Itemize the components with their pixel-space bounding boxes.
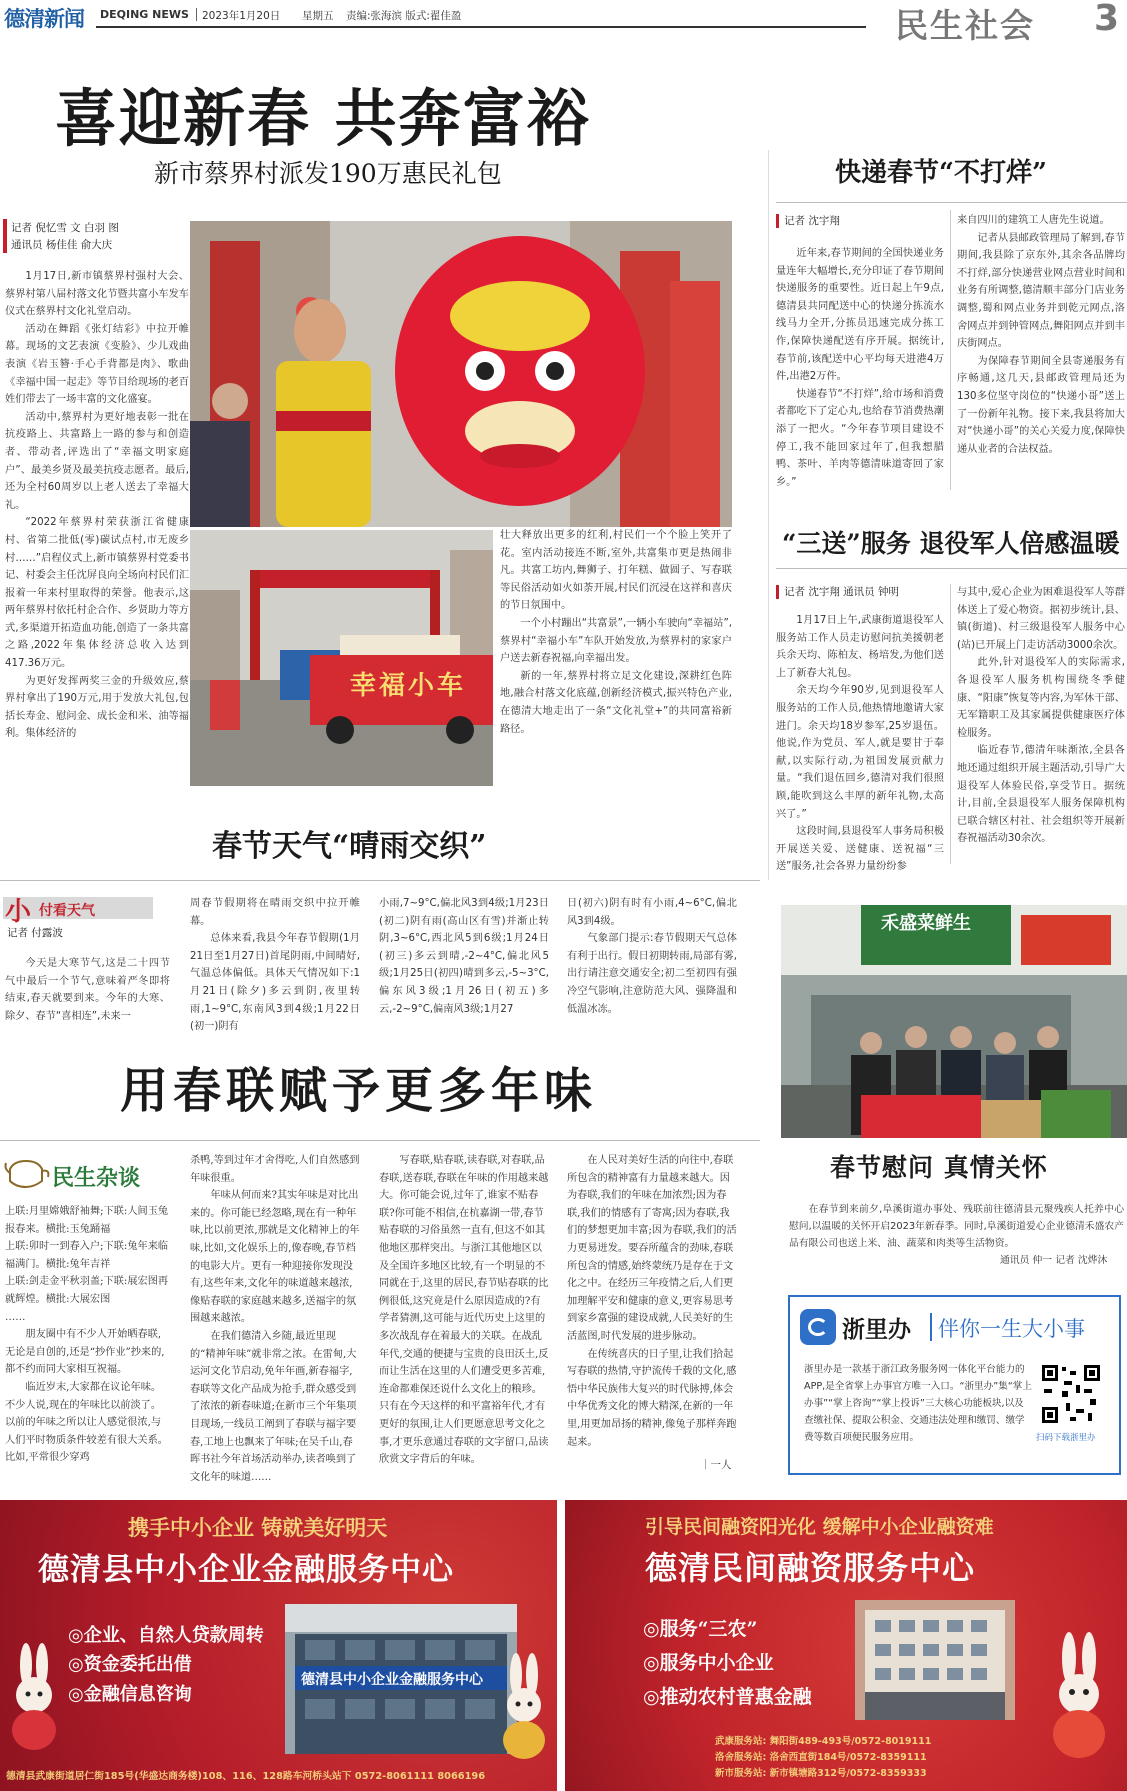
paragraph: 上联:月里嫦娥舒袖舞;下联:人间玉兔报春来。横批:玉兔踊福 [5, 1206, 169, 1235]
paragraph: 周春节假期将在晴雨交织中拉开帷幕。 [190, 898, 360, 927]
ad-left-building-photo [285, 1604, 517, 1754]
store-sign-text: 禾盛菜鲜生 [881, 913, 971, 934]
ad-left-item-2: ◎资金委托出借 [68, 1654, 192, 1675]
rabbit-icon [1045, 1630, 1115, 1760]
ad-right-slogan: 引导民间融资阳光化 缓解中小企业融资难 [645, 1516, 994, 1538]
paragraph: 杀鸭,等到过年才舍得吃,人们自然感到年味很重。 [190, 1155, 360, 1184]
ad-right-branch-1: 武康服务站: 舞阳街489-493号/0572-8019111 [715, 1736, 932, 1747]
condolence-credit: 通讯员 仲一 记者 沈烨沐 [1000, 1255, 1108, 1266]
express-title: 快递春节“不打烊” [835, 158, 1047, 188]
lead-photo-lion-dance [190, 221, 732, 527]
couplets-col2 [190, 1152, 360, 1483]
lead-title: 喜迎新春 共奔富裕 [55, 82, 591, 155]
ad-right-branch-3: 新市服务站: 新市镇塘路312号/0572-8359333 [715, 1768, 927, 1779]
masthead-date: 2023年1月20日 [202, 10, 281, 22]
rabbit-icon [6, 1640, 66, 1750]
veterans-col2: 与其中,爱心企业为困难退役军人等群体送上了爱心物资。据初步统计,县、镇(街道)、村三级退役军人服务中心(站)已开展上门走访活动3000余次。 此外,针对退役军人的实际需求,各退役军人服务机构围绕冬季健康、“阳康”恢复等内容,为军休干部、无军籍职工及其家属提供健康医疗体检服务。 临近春节,德清年味渐浓,全县各地还通过组织开展主题活动,引导广大退役军人体验民俗,享受节日。据统计,目前,全县退役军人服务保障机构已联合辖区村社、社会组织等开展新春祝福活动30余次。 [957, 587, 1125, 845]
ad-left-address: 德清县武康街道居仁街185号(华盛达商务楼)108、116、128路车河桥头站下 0572-8061111 8066196 [6, 1771, 486, 1782]
ad-left-item-3: ◎金融信息咨询 [68, 1684, 192, 1705]
paragraph: 日(初六)阴有时有小雨,4~6°C,偏北风3到4级。 [567, 898, 737, 927]
lead-text-right: 壮大释放出更多的红利,村民们一个个脸上笑开了花。室内活动接连不断,室外,共富集市更是热闹非凡。共富工坊内,舞狮子、打年糕、做圆子、写春联等民俗活动如火如荼开展,村民们沉浸在这祥和喜庆的节日氛围中。 一个小村蹦出“共富景”,一辆小车驶向“幸福站”,蔡界村“幸福小车”车队开始发放,为蔡界村的家家户户送去新春祝福,向幸福出发。 新的一年,蔡界村将立足文化建设,深耕红色阵地,融合村落文化底蕴,创新经济模式,振兴特色产业,在德清大地走出了一条“文化礼堂+”的共同富裕新路径。 [500, 530, 732, 735]
lead-byline-2: 通讯员 杨佳佳 俞大庆 [11, 239, 113, 251]
ad-right-building-photo [855, 1600, 1015, 1720]
ad-left-building-sign: 德清县中小企业金融服务中心 [301, 1672, 483, 1688]
ad-right-item-2: ◎服务中小企业 [643, 1652, 774, 1674]
ad-left-slogan: 携手中小企业 铸就美好明天 [128, 1515, 388, 1540]
ad-right-item-1: ◎服务“三农” [643, 1618, 758, 1640]
weather-title: 春节天气“晴雨交织” [212, 829, 487, 864]
couplets-title: 用春联赋予更多年味 [120, 1063, 598, 1119]
ad-left-name: 德清县中小企业金融服务中心 [38, 1552, 454, 1588]
ad-private-finance [565, 1500, 1127, 1791]
couplets-author: ｜一人 [700, 1459, 732, 1471]
page-number: 3 [1094, 0, 1120, 39]
paragraph: 气象部门提示:春节假期天气总体有利于出行。假日初期转雨,局部有雾,出行请注意交通安全;初二至初四有强冷空气影响,注意防范大风、强降温和低温冰冻。 [567, 933, 737, 1015]
condolence-text: 在春节到来前夕,阜溪街道办事处、残联前往德清县元聚残疾人托养中心慰问,以温暖的关怀开启2023年新春季。同时,阜溪街道爱心企业德清禾盛农产品有限公司也送上米、油、蔬菜和肉类等生活物资。 [789, 1204, 1124, 1249]
bullet-icon: ◎ [643, 1686, 660, 1708]
couplets-col3: 写春联,贴春联,读春联,对春联,品春联,送春联,春联在年味的作用越来越大。你可能会说,过年了,谁家不贴春联?你可能不相信,在杭嘉湖一带,春节贴春联的习俗虽然一直有,但这不如其他地区那样突出。与浙江其他地区以及全国许多地区比较,有一个明显的不同就在于,这里的居民,春节贴春联的比例很低,这究竟是什么原因造成的?有学者猜测,这可能与近代历史上这里的多次战乱存在着最大的关联。在战乱年代,交通的便捷与宝贵的良田沃土,反而让生活在这里的人们遭受更多苦难,连命都难保还说什么文化上的粮珍。只有在今天这样的和平富裕年代,才有更好的氛围,让人们更愿意思考文化之事,才更乐意通过春联的文字留口,品读欣赏文字背后的年味。 [379, 1155, 549, 1466]
condolence-title: 春节慰问 真情关怀 [830, 1153, 1048, 1182]
zheliban-name: 浙里办 [842, 1316, 911, 1343]
paragraph: 总体来看,我县今年春节假期(1月21日至1月27日)首尾阴雨,中间晴好,气温总体偏低。具体天气情况如下:1月21日(除夕)多云到阴,夜里转雨,1~9°C,东南风3到4级;1月22日(初一)阴有 [190, 933, 360, 1033]
paragraph: …… [5, 1311, 26, 1323]
bullet-icon: ◎ [643, 1618, 660, 1640]
author-dash: ｜ [700, 1459, 711, 1471]
rabbit-icon [498, 1650, 554, 1760]
couplets-column-logo [4, 1155, 154, 1195]
bullet-icon: ◎ [68, 1654, 84, 1675]
express-col2: 来自四川的建筑工人唐先生说道。 记者从县邮政管理局了解到,春节期间,我县除了京东外,其余各品牌均不打烊,部分快递营业网点营业时间和业务有所调整,德清顺丰部分门店业务调整,蜀和网点业务并到乾元网点,洛舍网点并到钟管网点,舞阳网点并到丰庆街网点。 为保障春节期间全县寄递服务有序畅通,这几天,县邮政管理局还为130多位坚守岗位的“快递小哥”送上了一份新年礼物。接下来,我县将加大对“快递小哥”的关心关爱力度,保障快递从业者的合法权益。 [957, 215, 1125, 455]
couplets-column-name: 民生杂谈 [52, 1165, 141, 1191]
paragraph: 年味从何而来?其实年味是对比出来的。你可能已经忽略,现在有一种年味,比以前更浓,那就是文化精神上的年味,比如,文化娱乐上的,像春晚,春节档的电影大片。更有一种迎接你发现没有,这些年来,文化年的味道越来越浓,像贴春联的家庭越来越多,送福字的氛围越来越浓。 [190, 1190, 360, 1325]
masthead-logo: 德清新闻 [4, 6, 84, 31]
bullet-icon: ◎ [643, 1652, 660, 1674]
weather-col3: 小雨,7~9°C,偏北风3到4级;1月23日(初二)阴有雨(高山区有雪)并渐止转阴,3~6°C,西北风5到6级;1月24日(初三)多云到晴,-2~4°C,偏北风5级;1月25日(初四)晴到多云,-5~3°C,偏东风3级;1月26日(初五)多云,-2~9°C,偏南风3级;1月27 [379, 898, 549, 1015]
paragraph: 在人民对美好生活的向往中,春联所包含的精神富有力量越来越大。因为春联,我们的年味在加浓烈;因为春联,我们的情感有了寄寓;因为春联,我们的梦想更加丰富;因为春联,我们的活力更易迸发。要吞所蕴含的劲味,春联所包含的情感,始终蒙统乃是存在于文化之中。在经历三年疫情之后,人们更加理解平安和健康的意义,更容易思考到家乡富强的建设成就,人民美好的生活蓝图,时代发展的进步脉动。 [567, 1155, 737, 1342]
express-col1: 近年来,春节期间的全国快递业务量连年大幅增长,充分印证了春节期间快递服务的重要性。近日起上午9点,德清县共同配送中心的快递分拣流水线马力全开,分拣员迅速完成分拣工作,保障快递配送有序开展。据统计,春节前,该配送中心平均每天进港4万件,出港2万件。 快递春节“不打烊”,给市场和消费者都吃下了定心丸,也给春节消费热潮添了一把火。“今年春节项目建设不停工,我不能回家过年了,但我想腊鸭、茶叶、羊肉等德清味道寄回了家乡。” [776, 248, 944, 488]
paragraph: 在传统喜庆的日子里,让我们拾起写春联的热情,守护流传千载的文化,感悟中华民族伟大复兴的时代脉搏,体会中华优秀文化的博大精深,在新的一年里,用更加昂扬的精神,像兔子那样奔跑起来。 [567, 1348, 737, 1448]
couplets-col1 [5, 1203, 170, 1475]
ad-left-item-1: ◎企业、自然人贷款周转 [68, 1625, 264, 1646]
paragraph: 在我们德清入乡随,最近里现的“精神年味”就非常之浓。在雷甸,大运河文化节启动,免年年画,新春福字,春联等文化产品成为抢手,群众感受到了浓浓的新春味道;在新市三个年集项目现场,一线员工阐到了春联与福字要春,工地上也飘来了年味;在吴千山,春晖书社今年首场活动举办,读者唤到了文化年的味道…… [190, 1330, 357, 1483]
bullet-icon: ◎ [68, 1684, 84, 1705]
lead-byline: 记者 倪忆雪 文 白羽 图 [11, 222, 119, 234]
masthead-rule [96, 26, 866, 28]
weather-col1: 今天是大寒节气,这是二十四节气中最后一个节气,意味着严冬即将结束,春天就要到来。今年的大寒、除夕、春节“喜相连”,未来一 [5, 958, 170, 1022]
paragraph: 上联:卯时一到春入户;下联:兔年来临福满门。横批:兔年吉祥 [5, 1241, 169, 1270]
condolence-photo [781, 905, 1127, 1138]
weather-tag [3, 897, 153, 927]
lead-text-left: 1月17日,新市镇蔡界村强村大会、蔡界村第八届村落文化节暨共富小车发车仪式在蔡界村文化礼堂启动。 活动在舞蹈《张灯结彩》中拉开帷幕。现场的文艺表演《变脸》、少儿戏曲表演《岩玉簪·手心手背都是肉》、歌曲《幸福中国一起走》等节目给现场的老百姓们带去了一场丰富的文化盛宴。 活动中,蔡界村为更好地表彰一批在抗疫路上、共富路上一路的参与和创造者、带动者,评选出了“幸福文明家庭户”、最美乡贤及最美抗疫志愿者。最后,还为全村60周岁以上老人送去了幸福大礼。 “2022年蔡界村荣获浙江省健康村、省第二批低(零)碳试点村,市无废乡村……”启程仪式上,新市镇蔡界村党委书记、村委会主任沈屏良向全场向村民们汇报着一年来村里取得的荣誉。他表示,这两年蔡界村依托村企合作、乡贤助力等方式,多渠道开拓造血功能,创造了一条共富之路,2022年集体经济总收入达到417.36万元。 为更好发挥两奖三金的升级效应,蔡界村拿出了190万元,用于发放大礼包,包括长寿金、慰问金、成长金和米、油等福利。集体经济的 [5, 271, 189, 740]
lead-subtitle: 新市蔡界村派发190万惠民礼包 [154, 159, 502, 188]
zheliban-text: 浙里办是一款基于浙江政务服务网一体化平台能力的APP,是全省掌上办事官方唯一入口。“浙里办”集“掌上办事”“掌上咨询”“掌上投诉”三大核心功能板块,以及查缴社保、提取公积金、交通违法处理和缴罚、缴学费等数百项便民服务应用。 [804, 1364, 1032, 1443]
ad-right-item-3: ◎推动农村普惠金融 [643, 1686, 812, 1708]
ad-right-branch-2: 洛舍服务站: 洛舍西直街184号/0572-8359111 [715, 1752, 927, 1763]
ad-right-name: 德清民间融资服务中心 [645, 1549, 976, 1587]
zheliban-ad [788, 1295, 1121, 1475]
masthead [0, 0, 1127, 45]
veterans-title: “三送”服务 退役军人倍感温暖 [782, 529, 1120, 558]
lead-photo-happy-trucks [190, 530, 493, 786]
weather-tag-label: 付看天气 [39, 903, 95, 919]
masthead-editors: 责编:张海滨 版式:翟佳盈 [346, 10, 462, 22]
paragraph: 朋友圈中有不少人开始晒春联,无论是自创的,还是“抄作业”抄来的,都不约而同大家相互祝福。 [5, 1329, 165, 1376]
masthead-weekday: 星期五 [302, 10, 334, 22]
teapot-icon [4, 1155, 50, 1189]
zheliban-logo-icon [800, 1309, 836, 1345]
express-byline: 记者 沈宇翔 [784, 215, 840, 227]
section-title: 民生社会 [895, 6, 1035, 45]
zheliban-slogan: 伴你一生大小事 [938, 1317, 1085, 1341]
weather-col4 [567, 895, 737, 1025]
weather-byline: 记者 付露波 [7, 927, 63, 939]
paragraph: 临近岁末,大家都在议论年味。不少人说,现在的年味比以前淡了。以前的年味之所以让人感觉很浓,与人们平时物质条件较差有很大关系。比如,平常很少穿鸡 [5, 1381, 168, 1464]
weather-col2 [190, 895, 360, 1033]
couplets-col4 [567, 1152, 737, 1457]
ad-sme-finance [0, 1500, 557, 1791]
veterans-byline: 记者 沈宇翔 通讯员 钟明 [784, 586, 900, 598]
truck-banner-text: 幸福小车 [350, 671, 467, 701]
paragraph: 上联:剑走金平秋羽盖;下联:展宏图再就辉煌。横批:大展宏图 [5, 1276, 169, 1305]
veterans-col1: 1月17日上午,武康街道退役军人服务站工作人员走访慰问抗美援朝老兵余天均、陈柏友、杨培发,为他们送上了新春大礼包。 余天均今年90岁,见到退役军人服务站的工作人员,他热情地邀请大家进门。余天均18岁参军,25岁退伍。他说,作为党员、军人,就是要甘于奉献,以实际行动,为祖国发展贡献力量。“我们退伍回乡,德清对我们很照顾,能吹到这么丰厚的新年礼物,太高兴了。” 这段时间,县退役军人事务局积极开展送关爱、送健康、送祝福“三送”服务,社会各界力量纷纷参 [776, 615, 944, 873]
zheliban-qr-code [1040, 1363, 1102, 1425]
weather-tag-char: 小 [5, 897, 32, 927]
bullet-icon: ◎ [68, 1625, 84, 1646]
zheliban-qr-caption: 扫码下载浙里办 [1036, 1433, 1096, 1443]
masthead-edition: DEQING NEWS [100, 8, 189, 21]
